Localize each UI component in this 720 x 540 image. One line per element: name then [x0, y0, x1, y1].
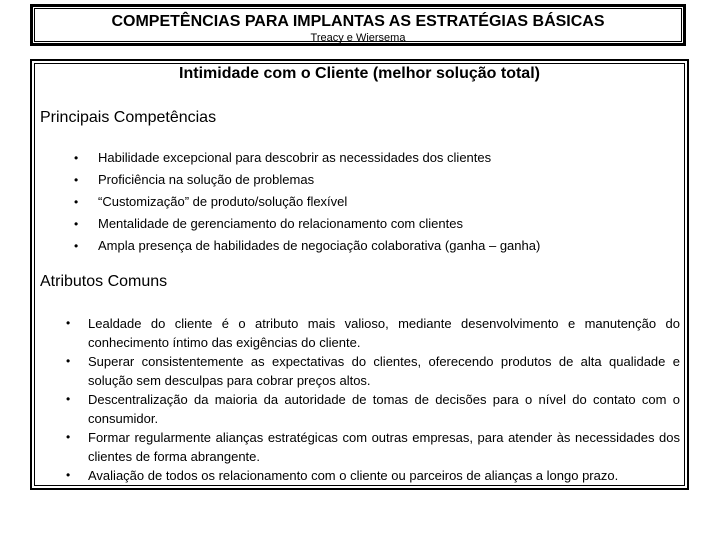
bullet-icon: • [66, 354, 71, 368]
bullet-icon: • [66, 430, 71, 444]
competencias-heading: Principais Competências [40, 109, 217, 126]
list-item-text: Mentalidade de gerenciamento do relacionamento com clientes [98, 216, 463, 231]
atributos-list [66, 314, 680, 485]
list-item-text: Lealdade do cliente é o atributo mais valioso, mediante desenvolvimento e manutenção do conhecimento íntimo das exigências do cliente. [88, 316, 680, 350]
bullet-icon: • [74, 217, 79, 231]
competencias-list [32, 149, 682, 259]
list-item [32, 237, 682, 259]
bullet-icon: • [66, 468, 71, 482]
list-item [66, 466, 680, 485]
list-item [66, 428, 680, 466]
bullet-icon: • [74, 195, 79, 209]
list-item-text: Proficiência na solução de problemas [98, 172, 315, 187]
list-item [32, 215, 682, 237]
list-item [66, 390, 680, 428]
list-item-text: “Customização” de produto/solução flexível [98, 194, 348, 209]
bullet-icon: • [74, 151, 79, 165]
bullet-icon: • [66, 392, 71, 406]
list-item-text: Descentralização da maioria da autoridade de tomas de decisões para o nível do contato com o consumidor. [88, 392, 680, 426]
atributos-heading: Atributos Comuns [40, 273, 168, 290]
page-subtitle: Treacy e Wiersema [310, 32, 406, 44]
page-title: COMPETÊNCIAS PARA IMPLANTAS AS ESTRATÉGIAS BÁSICAS [111, 13, 605, 30]
list-item [66, 314, 680, 352]
list-item [32, 193, 682, 215]
content-box [30, 59, 689, 490]
list-item-text: Habilidade excepcional para descobrir as necessidades dos clientes [98, 150, 492, 165]
list-item [32, 171, 682, 193]
list-item [66, 352, 680, 390]
list-item-text: Superar consistentemente as expectativas do clientes, oferecendo produtos de alta qualidade e solução sem desculpas para cobrar preços altos. [88, 354, 680, 388]
list-item-text: Formar regularmente alianças estratégicas com outras empresas, para atender às necessidades dos clientes de forma abrangente. [88, 430, 680, 464]
bullet-icon: • [66, 316, 71, 330]
list-item-text: Ampla presença de habilidades de negociação colaborativa (ganha – ganha) [98, 238, 541, 253]
list-item-text: Avaliação de todos os relacionamento com o cliente ou parceiros de alianças a longo prazo. [88, 468, 619, 483]
section-heading: Intimidade com o Cliente (melhor solução total) [179, 65, 540, 82]
bullet-icon: • [74, 173, 79, 187]
header-box [30, 4, 686, 46]
bullet-icon: • [74, 239, 79, 253]
list-item [32, 149, 682, 171]
